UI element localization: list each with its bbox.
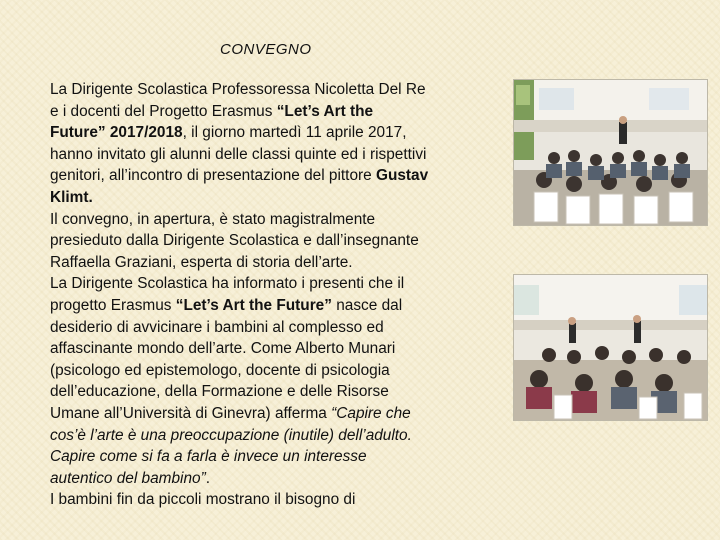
body-text-line [50, 446, 505, 468]
text-segment: “Capire che [331, 404, 411, 422]
text-segment: nasce dal [331, 296, 403, 314]
text-segment: progetto Erasmus [50, 296, 176, 314]
text-segment: genitori, all’incontro di presentazione del pittore [50, 167, 376, 185]
text-segment: hanno invitato gli alunni delle classi quinte ed i rispettivi [50, 145, 427, 163]
body-text-line [50, 209, 505, 231]
text-segment: affascinante mondo dell’arte. Come Alberto Munari [50, 340, 396, 358]
body-text-line [50, 101, 505, 123]
body-text-line [50, 252, 505, 274]
body-text-line [50, 468, 505, 490]
body-text-line [50, 360, 505, 382]
body-text-line [50, 425, 505, 447]
text-segment: I bambini fin da piccoli mostrano il bisogno di [50, 491, 356, 509]
slide-body-text [50, 79, 505, 511]
text-segment: desiderio di avvicinare i bambini al complesso ed [50, 318, 384, 336]
text-segment: La Dirigente Scolastica ha informato i presenti che il [50, 275, 405, 293]
text-segment: e i docenti del Progetto Erasmus [50, 102, 277, 120]
body-text-line [50, 165, 505, 187]
body-text-line [50, 317, 505, 339]
body-text-line [50, 144, 505, 166]
body-text-line [50, 273, 505, 295]
text-segment: cos’è l’arte è una preoccupazione (inutile) dell’adulto. [50, 426, 412, 444]
body-text-line [50, 295, 505, 317]
text-segment: Raffaella Graziani, esperta di storia dell’arte. [50, 253, 353, 271]
text-segment: . [205, 469, 210, 487]
text-segment: Il convegno, in apertura, è stato magistralmente [50, 210, 376, 228]
text-segment: (psicologo ed epistemologo, docente di psicologia [50, 361, 390, 379]
body-text-line [50, 489, 505, 511]
text-segment: , il giorno martedì 11 aprile 2017, [182, 124, 407, 142]
text-segment: “Let’s Art the [276, 102, 374, 120]
slide-title: CONVEGNO [220, 41, 312, 58]
text-segment: dell’educazione, della Formazione e delle Risorse [50, 383, 389, 401]
body-text-line [50, 381, 505, 403]
text-segment: Umane all’Università di Ginevra) afferma [50, 404, 332, 422]
body-text-line [50, 187, 505, 209]
body-text-line [50, 403, 505, 425]
body-text-line [50, 230, 505, 252]
text-segment: autentico del bambino” [50, 469, 206, 487]
body-text-line [50, 338, 505, 360]
text-segment: “Let’s Art the Future” [175, 296, 332, 314]
text-segment: presieduto dalla Dirigente Scolastica e dall’insegnante [50, 232, 419, 250]
text-segment: Future” 2017/2018 [50, 124, 183, 142]
body-text-line [50, 122, 505, 144]
conference-photo-1 [513, 79, 708, 226]
text-segment: Klimt. [50, 188, 93, 206]
conference-photo-2 [513, 274, 708, 421]
text-segment: Gustav [375, 167, 429, 185]
text-segment: Capire come si fa a farla è invece un interesse [50, 448, 367, 466]
text-segment: La Dirigente Scolastica Professoressa Nicoletta Del Re [50, 81, 426, 98]
body-text-line [50, 79, 505, 101]
